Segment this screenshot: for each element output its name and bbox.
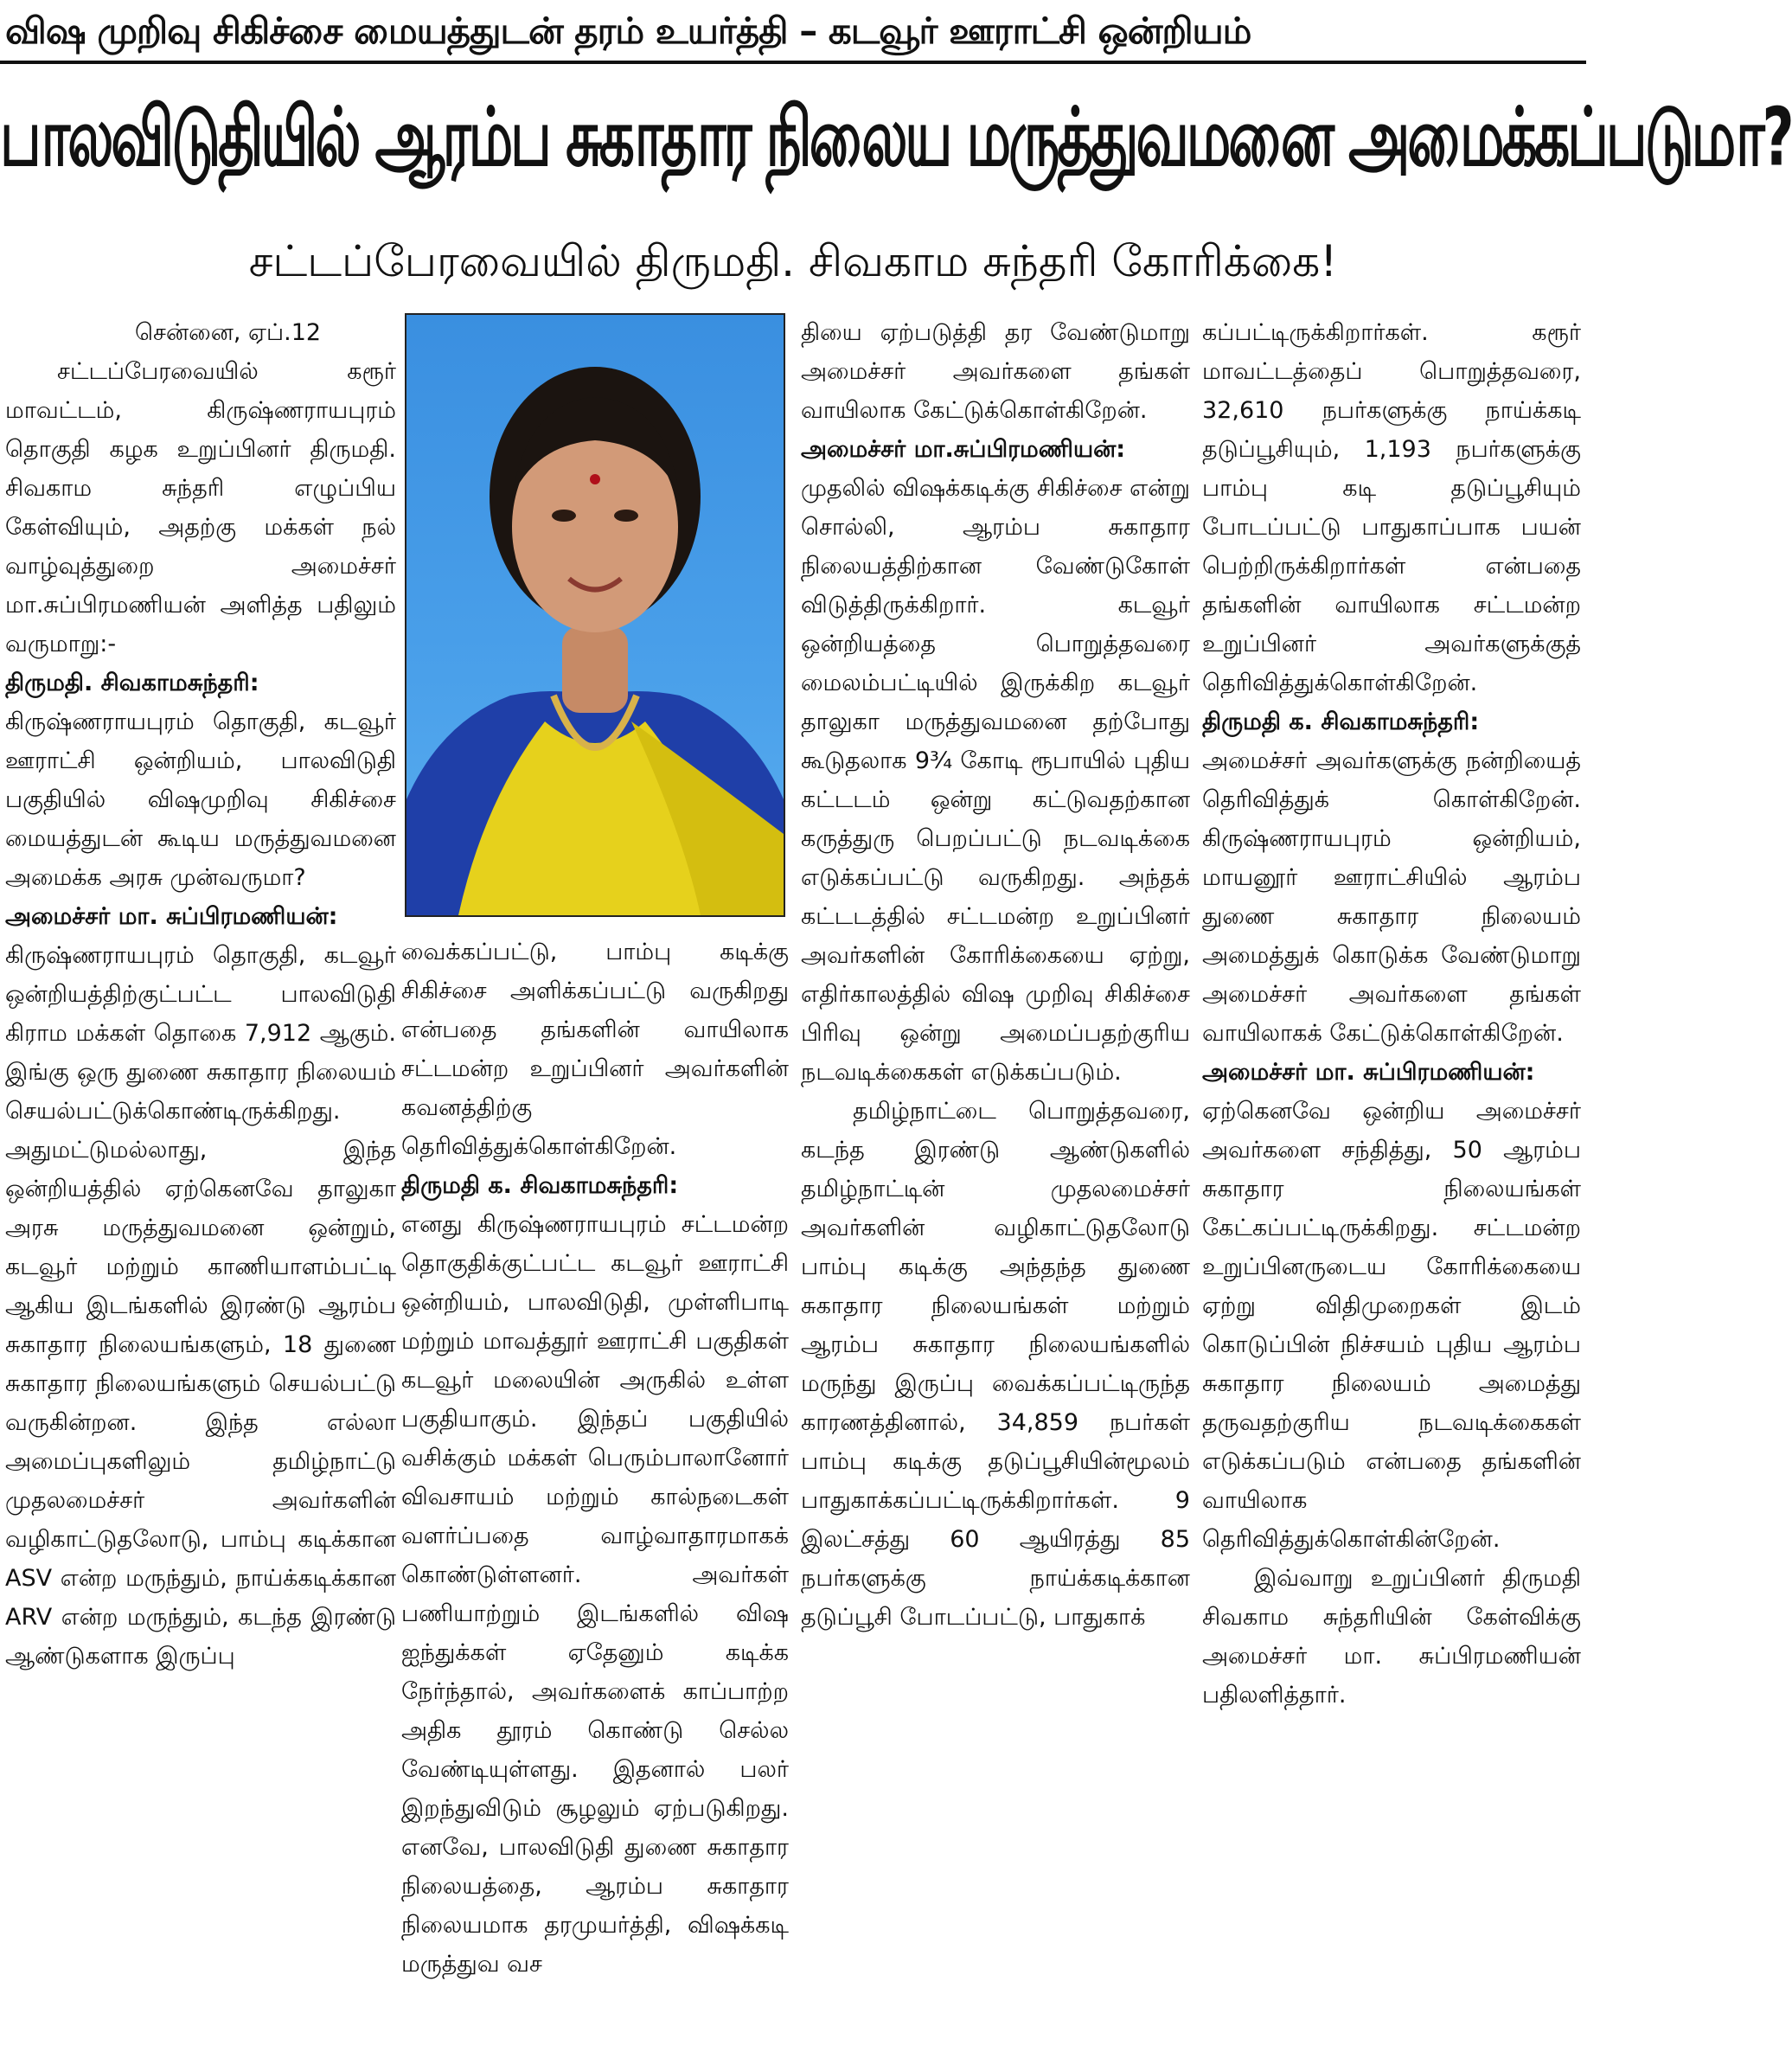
intro-paragraph: சட்டப்பேரவையில் கரூர் மாவட்டம், கிருஷ்ணராயபுரம் தொகுதி கழக உறுப்பினர் திருமதி. சிவகாம சுந்தரி எழுப்பிய கேள்வியும், அதற்கு மக்கள் நல் வாழ்வுத்துறை அமைச்சர் மா.சுப்பிரமணியன் அளித்த பதிலும் வருமாறு:- [5, 358, 396, 657]
closing-paragraph: இவ்வாறு உறுப்பினர் திருமதி சிவகாம சுந்தரியின் கேள்விக்கு அமைச்சர் மா. சுப்பிரமணியன் பதிலளித்தார். [1202, 1565, 1581, 1709]
subheadline: சட்டப்பேரவையில் திருமதி. சிவகாம சுந்தரி கோரிக்கை! [248, 236, 1338, 286]
question-paragraph: அமைச்சர் அவர்களுக்கு நன்றியைத் தெரிவித்துக் கொள்கிறேன். கிருஷ்ணராயபுரம் ஒன்றியம், மாயனூர் ஊராட்சியில் ஆரம்ப துணை சுகாதார நிலையம் அமைத்துக் கொடுக்க வேண்டுமாறு அமைச்சர் அவர்களை தங்கள் வாயிலாகக் கேட்டுக்கொள்கிறேன். [1202, 747, 1581, 1047]
answer-paragraph: தமிழ்நாட்டை பொறுத்தவரை, கடந்த இரண்டு ஆண்டுகளில் தமிழ்நாட்டின் முதலமைச்சர் அவர்களின் வழிகாட்டுதலோடு பாம்பு கடிக்கு அந்தந்த துணை சுகாதார நிலையங்கள் மற்றும் ஆரம்ப சுகாதார நிலையங்களில் மருந்து இருப்பு வைக்கப்பட்டிருந்த காரணத்தினால், 34,859 நபர்கள் பாம்பு கடிக்கு தடுப்பூசியின்மூலம் பாதுகாக்கப்பட்டிருக்கிறார்கள். 9 இலட்சத்து 60 ஆயிரத்து 85 நபர்களுக்கு நாய்க்கடிக்கான தடுப்பூசி போடப்பட்டு, பாதுகாக் [801, 1098, 1190, 1631]
speaker-label: திருமதி க. சிவகாமசுந்தரி: [1202, 708, 1480, 735]
speaker-label: அமைச்சர் மா.சுப்பிரமணியன்: [801, 436, 1126, 463]
question-paragraph: கிருஷ்ணராயபுரம் தொகுதி, கடவூர் ஊராட்சி ஒன்றியம், பாலவிடுதி பகுதியில் விஷமுறிவு சிகிச்சை மையத்துடன் கூடிய மருத்துவமனை அமைக்க அரசு முன்வருமா? [5, 708, 396, 891]
dateline: சென்னை, ஏப்.12 [135, 319, 322, 346]
answer-continued-paragraph: வைக்கப்பட்டு, பாம்பு கடிக்கு சிகிச்சை அளிக்கப்பட்டு வருகிறது என்பதை தங்களின் வாயிலாக சட்டமன்ற உறுப்பினர் அவர்களின் கவனத்திற்கு தெரிவித்துக்கொள்கிறேன். [401, 939, 789, 1160]
speaker-label: திருமதி. சிவகாமசுந்தரி: [5, 670, 259, 696]
article-column-3 [801, 313, 1190, 2069]
question-continued-paragraph: தியை ஏற்படுத்தி தர வேண்டுமாறு அமைச்சர் அவர்களை தங்கள் வாயிலாக கேட்டுக்கொள்கிறேன். [801, 319, 1190, 424]
portrait-photo [405, 313, 785, 917]
kicker-line: விஷ முறிவு சிகிச்சை மையத்துடன் தரம் உயர்த்தி – கடவூர் ஊராட்சி ஒன்றியம் [5, 10, 1251, 52]
answer-paragraph: ஏற்கெனவே ஒன்றிய அமைச்சர் அவர்களை சந்தித்து, 50 ஆரம்ப சுகாதார நிலையங்கள் கேட்கப்பட்டிருக்கிறது. சட்டமன்ற உறுப்பினருடைய கோரிக்கையை ஏற்று விதிமுறைகள் இடம் கொடுப்பின் நிச்சயம் புதிய ஆரம்ப சுகாதார நிலையம் அமைத்து தருவதற்குரிய நடவடிக்கைகள் எடுக்கப்படும் என்பதை தங்களின் வாயிலாக தெரிவித்துக்கொள்கின்றேன். [1202, 1098, 1581, 1553]
speaker-label: அமைச்சர் மா. சுப்பிரமணியன்: [5, 903, 338, 930]
article-column-4 [1202, 313, 1581, 2069]
headline: பாலவிடுதியில் ஆரம்ப சுகாதார நிலைய மருத்துவமனை அமைக்கப்படுமா? [0, 92, 1792, 185]
speaker-label: அமைச்சர் மா. சுப்பிரமணியன்: [1202, 1059, 1535, 1086]
answer-continued-paragraph: கப்பட்டிருக்கிறார்கள். கரூர் மாவட்டத்தைப் பொறுத்தவரை, 32,610 நபர்களுக்கு நாய்க்கடி தடுப்பூசியும், 1,193 நபர்களுக்கு பாம்பு கடி தடுப்பூசியும் போடப்பட்டு பாதுகாப்பாக பயன் பெற்றிருக்கிறார்கள் என்பதை தங்களின் வாயிலாக சட்டமன்ற உறுப்பினர் அவர்களுக்குத் தெரிவித்துக்கொள்கிறேன். [1202, 319, 1581, 696]
speaker-label: திருமதி க. சிவகாமசுந்தரி: [401, 1172, 679, 1199]
question-paragraph: எனது கிருஷ்ணராயபுரம் சட்டமன்ற தொகுதிக்குட்பட்ட கடவூர் ஊராட்சி ஒன்றியம், பாலவிடுதி, முள்ளிபாடி மற்றும் மாவத்தூர் ஊராட்சி பகுதிகள் கடவூர் மலையின் அருகில் உள்ள பகுதியாகும். இந்தப் பகுதியில் வசிக்கும் மக்கள் பெரும்பாலானோர் விவசாயம் மற்றும் கால்நடைகள் வளர்ப்பதை வாழ்வாதாரமாகக் கொண்டுள்ளனர். அவர்கள் பணியாற்றும் இடங்களில் விஷ ஐந்துக்கள் ஏதேனும் கடிக்க நேர்ந்தால், அவர்களைக் காப்பாற்ற அதிக தூரம் கொண்டு செல்ல வேண்டியுள்ளது. இதனால் பலர் இறந்துவிடும் சூழலும் ஏற்படுகிறது. எனவே, பாலவிடுதி துணை சுகாதார நிலையத்தை, ஆரம்ப சுகாதார நிலையமாக தரமுயர்த்தி, விஷக்கடி மருத்துவ வச [401, 1211, 789, 1978]
article-column-2 [401, 933, 789, 2069]
article-column-1 [5, 313, 396, 2069]
answer-paragraph: முதலில் விஷக்கடிக்கு சிகிச்சை என்று சொல்லி, ஆரம்ப சுகாதார நிலையத்திற்கான வேண்டுகோள் விடுத்திருக்கிறார். கடவூர் ஒன்றியத்தை பொறுத்தவரை மைலம்பட்டியில் இருக்கிற கடவூர் தாலுகா மருத்துவமனை தற்போது கூடுதலாக 9¾ கோடி ரூபாயில் புதிய கட்டடம் ஒன்று கட்டுவதற்கான கருத்துரு பெறப்பட்டு நடவடிக்கை எடுக்கப்பட்டு வருகிறது. அந்தக் கட்டடத்தில் சட்டமன்ற உறுப்பினர் அவர்களின் கோரிக்கையை ஏற்று, எதிர்காலத்தில் விஷ முறிவு சிகிச்சை பிரிவு ஒன்று அமைப்பதற்குரிய நடவடிக்கைகள் எடுக்கப்படும். [801, 475, 1190, 1086]
answer-paragraph: கிருஷ்ணராயபுரம் தொகுதி, கடவூர் ஒன்றியத்திற்குட்பட்ட பாலவிடுதி கிராம மக்கள் தொகை 7,912 ஆகும். இங்கு ஒரு துணை சுகாதார நிலையம் செயல்பட்டுக்கொண்டிருக்கிறது. அதுமட்டுமல்லாது, இந்த ஒன்றியத்தில் ஏற்கெனவே தாலுகா அரசு மருத்துவமனை ஒன்றும், கடவூர் மற்றும் காணியாளம்பட்டி ஆகிய இடங்களில் இரண்டு ஆரம்ப சுகாதார நிலையங்களும், 18 துணை சுகாதார நிலையங்களும் செயல்பட்டு வருகின்றன. இந்த எல்லா அமைப்புகளிலும் தமிழ்நாட்டு முதலமைச்சர் அவர்களின் வழிகாட்டுதலோடு, பாம்பு கடிக்கான ASV என்ற மருந்தும், நாய்க்கடிக்கான ARV என்ற மருந்தும், கடந்த இரண்டு ஆண்டுகளாக இருப்பு [5, 942, 396, 1670]
portrait-illustration [406, 315, 784, 915]
